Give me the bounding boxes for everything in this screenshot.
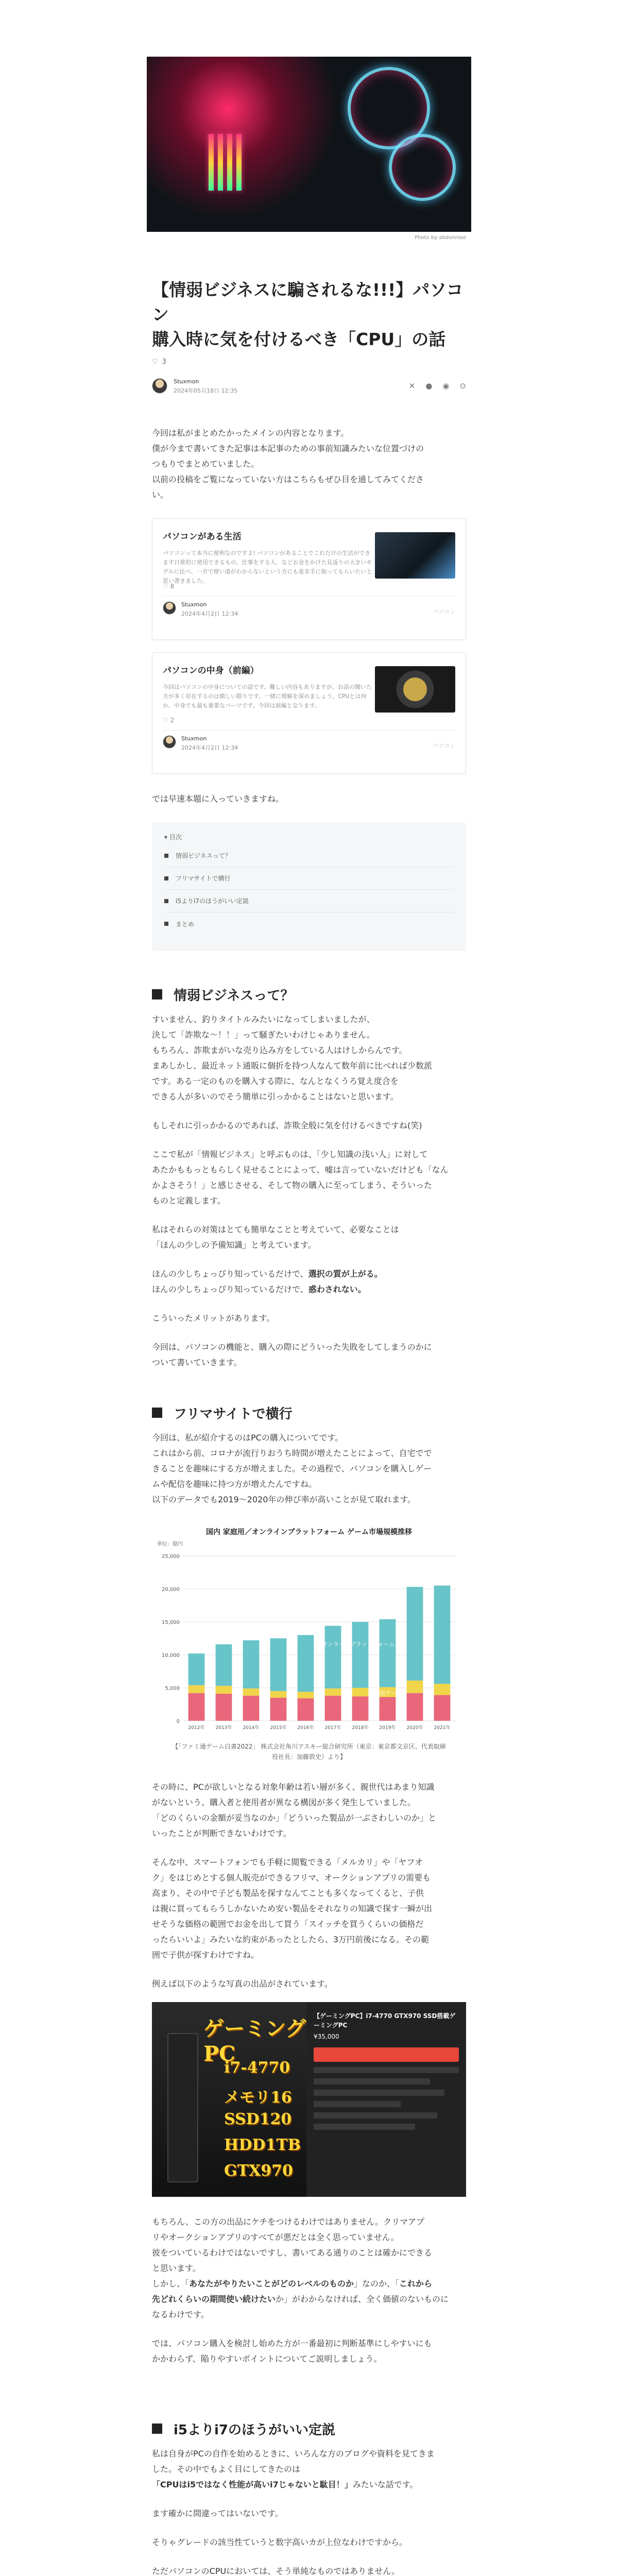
text-line: 今回は、パソコンの機能と、購入の際にどういった失敗をしてしまうのかに xyxy=(152,1342,432,1352)
text-line: 「ほんの少しの予備知識」と考えています。 xyxy=(152,1240,316,1250)
listing-row xyxy=(314,2112,437,2119)
section-heading xyxy=(152,2418,466,2439)
emphasis: 先どれくらいの期間使い続けたい xyxy=(152,2294,276,2304)
bar-segment xyxy=(270,1638,287,1691)
emphasis: 選択の質が上がる。 xyxy=(308,1269,383,1279)
text-line: と思います。 xyxy=(152,2263,201,2273)
toc-item-label: i5よりi7のほうがいい定説 xyxy=(176,897,249,905)
listing-price: ¥35,000 xyxy=(314,2033,339,2040)
caption-line: 役社長：加藤敦史）より】 xyxy=(271,1753,346,1760)
emphasis: 惑わされない。 xyxy=(308,1284,366,1294)
author-block xyxy=(152,375,466,401)
heart-icon: ♡ xyxy=(163,583,170,590)
text-line: ついて書いていきます。 xyxy=(152,1358,242,1367)
text-line: ムや配信を趣味に持つ方が増えたんですね。 xyxy=(152,1479,317,1489)
text-line: した。その中でもよく目にしてきたのは xyxy=(152,2464,301,2474)
author-name: Stuxmon xyxy=(181,735,207,742)
toc-item[interactable] xyxy=(164,890,454,912)
x-tick-label: 2018年 xyxy=(352,1725,369,1731)
chart-title: 国内 家庭用／オンラインプラットフォーム ゲーム市場規模推移 xyxy=(206,1528,412,1536)
x-tick-label: 2017年 xyxy=(324,1725,341,1731)
listing-row xyxy=(314,2078,430,2084)
text-line: では、パソコン購入を検討し始めた方が一番最初に判断基準にしやすいにも xyxy=(152,2338,432,2348)
paragraph: ます確かに間違ってはいないです。 xyxy=(152,2509,283,2518)
toc-item[interactable] xyxy=(164,867,454,890)
text-line: ここで私が「情報ビジネス」と呼ぶものは、「少し知識の浅い人」に対して xyxy=(152,1149,428,1159)
toc-item-label: 情弱ビジネスって？ xyxy=(176,852,231,859)
bar-segment xyxy=(407,1681,423,1693)
bullet-icon xyxy=(164,876,168,880)
paragraph xyxy=(152,1430,466,1507)
author-name[interactable]: Stuxmon xyxy=(174,378,199,385)
square-bullet-icon xyxy=(152,1408,162,1418)
toc-heading: 目次 xyxy=(169,834,182,841)
x-tick-label: 2020年 xyxy=(406,1725,423,1731)
card-like[interactable] xyxy=(163,717,174,724)
bar-segment xyxy=(434,1695,451,1721)
bar-segment xyxy=(352,1697,369,1721)
toc-toggle[interactable] xyxy=(164,833,454,841)
card-thumbnail[interactable] xyxy=(375,532,455,579)
bar-segment xyxy=(434,1586,451,1684)
text-line: そんな中、スマートフォンでも手軽に閲覧できる「メルカリ」や「ヤフオ xyxy=(152,1857,423,1867)
text-line: あたかももっともらしく見せることによって、嘘は言っていないだけども「なん xyxy=(152,1165,449,1175)
photo-credit[interactable]: Photo by abdonrose xyxy=(415,235,466,241)
listing-row xyxy=(314,2067,459,2073)
bar-segment xyxy=(380,1619,396,1687)
listing-spec: SSD120 xyxy=(224,2110,292,2128)
y-tick-label: 15,000 xyxy=(162,1620,180,1625)
text-line: です。ある一定のものを購入する際に、なんとなくうろ覚え度合を xyxy=(152,1076,399,1086)
bar-segment xyxy=(298,1635,314,1692)
chart-caption xyxy=(152,1741,466,1762)
y-tick-label: 0 xyxy=(176,1719,180,1724)
text-span: しかし、「 xyxy=(152,2279,190,2289)
text-line: 高まり、その中で子ども製品を探すなんてことも多くなってくると、子供 xyxy=(152,1888,424,1898)
bar-segment xyxy=(216,1686,232,1693)
toc-item-label: フリマサイトで横行 xyxy=(176,875,231,882)
bar-segment xyxy=(352,1622,369,1688)
like-count: 3 xyxy=(162,358,166,366)
post-date: 2024年4月2日 12:34 xyxy=(181,611,238,617)
listing-row xyxy=(314,2090,444,2096)
text-line: せそうな価格の範囲でお金を出して買う「スイッチを買うくらいの価格だ xyxy=(152,1919,424,1929)
text-line: もちろん、詐欺まがいな売り込み方をしている人はけしからんです。 xyxy=(152,1045,407,1055)
toc-item[interactable] xyxy=(164,844,454,867)
bar-segment xyxy=(325,1626,341,1689)
text-line: いったことが判断できないわけです。 xyxy=(152,1828,291,1838)
paragraph xyxy=(152,1147,466,1209)
divider xyxy=(163,596,455,597)
section-heading xyxy=(152,984,466,1005)
ram-stick-icon xyxy=(218,134,223,191)
post-date: 2024年4月2日 12:34 xyxy=(181,744,238,751)
text-span: か」がわからなければ、全く価値のないものに xyxy=(276,2294,449,2304)
section-heading-text: 情弱ビジネスって？ xyxy=(174,988,294,1004)
text-line xyxy=(152,1266,466,1282)
x-tick-label: 2014年 xyxy=(243,1725,260,1731)
paragraph xyxy=(152,2214,466,2323)
text-span: ほんの少しちょっぴり知っているだけで、 xyxy=(152,1269,308,1279)
text-line: その時に、PCが欲しいとなる対象年齢は若い層が多く、親世代はあまり知識 xyxy=(152,1782,435,1792)
bar-segment xyxy=(216,1645,232,1686)
text-line: 彼をついているわけではないですし、書いてある通りのことは確かにできる xyxy=(152,2248,433,2258)
bar-segment xyxy=(243,1696,260,1721)
text-span: みたいな話です。 xyxy=(352,2480,418,2489)
section-heading xyxy=(152,1402,466,1423)
fan-ring-icon xyxy=(389,134,456,201)
post-date: 2024年05月18日 12:35 xyxy=(174,387,238,394)
related-article-card[interactable] xyxy=(152,652,466,774)
heart-icon: ♡ xyxy=(163,717,170,724)
y-tick-label: 20,000 xyxy=(162,1587,180,1592)
card-excerpt: 今回はパソコンの中身についての話です。難しい内容もありますが、お話の聞いた方が多く存在するのは嬉しい限りです。一緒に理解を深めましょう。CPUとは何か、中身でも最も重要なパーツです。今回は前編となります。 xyxy=(163,684,372,709)
article-title-line: 【情弱ビジネスに騙されるな!!!】パソコン xyxy=(152,280,464,325)
listing-name: 【ゲーミングPC】i7-4770 GTX970 SSD搭載ゲーミングPC xyxy=(314,2012,456,2029)
card-author xyxy=(163,735,317,756)
text-line: もちろん、この方の出品にケチをつけるわけではありません。クリマアプ xyxy=(152,2217,424,2227)
market-chart[interactable] xyxy=(152,1520,466,1741)
bullet-icon xyxy=(164,899,168,903)
hero-image xyxy=(147,57,471,232)
text-line xyxy=(152,2292,466,2307)
text-line: 今回は私がまとめたかったメインの内容となります。 xyxy=(152,428,349,438)
article-title xyxy=(152,278,466,352)
x-tick-label: 2019年 xyxy=(379,1725,396,1731)
y-axis-label: 単位：億円 xyxy=(157,1541,183,1547)
series-annotation: オンラインプラットフォーム xyxy=(322,1641,395,1648)
bar-chart xyxy=(152,1520,466,1741)
bar-segment xyxy=(407,1587,423,1681)
x-tick-label: 2013年 xyxy=(215,1725,232,1731)
text-line xyxy=(152,1282,466,1297)
caption-line: 【「ファミ通ゲーム白書2022」 株式会社角川アスキー総合研究所（東京：東京都文京区、代表取締 xyxy=(172,1743,446,1750)
bar-segment xyxy=(270,1691,287,1698)
x-tick-label: 2016年 xyxy=(297,1725,314,1731)
text-line: 囲で子供が探すわけですね。 xyxy=(152,1950,260,1960)
text-line: まあしかし、最近ネット通販に個折を持つ人なんて数年前に比べれば少数派 xyxy=(152,1061,433,1071)
paragraph xyxy=(152,1266,466,1297)
card-like[interactable] xyxy=(163,583,174,590)
listing-image[interactable] xyxy=(152,2002,466,2197)
bar-segment xyxy=(325,1688,341,1696)
y-tick-label: 10,000 xyxy=(162,1653,180,1658)
bullet-icon xyxy=(164,922,168,926)
avatar[interactable] xyxy=(152,378,167,394)
text-line: 私は自身がPCの自作を始めるときに、いろんな方のブログや資料を見てきま xyxy=(152,2449,435,2459)
text-line: ものと定義します。 xyxy=(152,1196,226,1206)
text-line: できる人が多いのでそう簡単に引っかかることはないと思います。 xyxy=(152,1092,399,1101)
text-line: リやオークションアプリのすべてが悪だとは全く思っていません。 xyxy=(152,2232,399,2242)
card-thumbnail[interactable] xyxy=(375,666,455,713)
listing-row xyxy=(314,2124,415,2130)
card-title[interactable]: パソコンがある生活 xyxy=(163,532,242,542)
paragraph: こういったメリットがあります。 xyxy=(152,1313,275,1323)
listing-details xyxy=(306,2002,466,2197)
emphasis: あなたがやりたいことがどのレベルのものか xyxy=(189,2279,354,2289)
divider xyxy=(163,730,455,731)
bar-segment xyxy=(352,1688,369,1697)
text-line: 僕が今まで書いてきた記事は本記事のための事前知識みたいな位置づけの xyxy=(152,444,424,453)
bar-segment xyxy=(188,1685,205,1693)
bullet-icon xyxy=(164,854,168,858)
text-line: 今回は、私が紹介するのはPCの購入についてです。 xyxy=(152,1433,344,1443)
bar-segment xyxy=(298,1698,314,1721)
toc-item[interactable] xyxy=(164,912,454,935)
paragraph xyxy=(152,1012,466,1105)
pc-tower-icon xyxy=(167,2033,198,2182)
card-magazine: パソコン xyxy=(433,608,455,615)
heart-icon: ♡ xyxy=(152,358,158,366)
purchase-button xyxy=(314,2047,459,2062)
text-line: 以前の投稿をご覧になっていない方はこちらもぜひ目を通してみてくださ xyxy=(152,474,424,484)
text-line: かよさそう！」と感じさせる、そして物の購入に至ってしまう、そういった xyxy=(152,1180,433,1190)
bar-segment xyxy=(298,1692,314,1699)
text-line: 以下のデータでも2019～2020年の伸び率が高いことが見て取れます。 xyxy=(152,1495,416,1504)
x-tick-label: 2012年 xyxy=(188,1725,205,1731)
like-count: 2 xyxy=(170,717,175,724)
emphasis: これから xyxy=(399,2279,433,2289)
bar-segment xyxy=(243,1640,260,1688)
bar-segment xyxy=(380,1697,396,1721)
ram-stick-icon xyxy=(209,134,214,191)
author-name: Stuxmon xyxy=(181,601,207,608)
ram-stick-icon xyxy=(236,134,242,191)
emphasis: 「CPUはi5ではなく性能が高いi7じゃないと駄目！」 xyxy=(152,2480,353,2489)
paragraph: 例えば以下のような写真の出品がされています。 xyxy=(152,1979,333,1989)
text-line: 私はそれらの対策はとても簡単なことと考えていて、必要なことは xyxy=(152,1225,399,1234)
x-tick-label: 2015年 xyxy=(270,1725,287,1731)
text-line: 「どのくらいの金額が妥当なのか」「どういった製品が一ぶさわしいのか」と xyxy=(152,1813,437,1823)
bar-segment xyxy=(216,1694,232,1721)
text-line: がないという、購入者と使用者が異なる構図が多く発生していました。 xyxy=(152,1798,416,1807)
avatar xyxy=(163,601,176,615)
bar-segment xyxy=(243,1688,260,1696)
text-line: ったらいいよ」みたいな約束があったとしたら、3万円前後になる。その範 xyxy=(152,1935,430,1944)
intro-paragraph xyxy=(152,426,466,503)
article-column xyxy=(152,0,466,2576)
related-article-card[interactable] xyxy=(152,518,466,640)
text-span: ほんの少しちょっぴり知っているだけで、 xyxy=(152,1284,308,1294)
paragraph xyxy=(152,1780,466,1841)
text-line: つもりでまとめていました。 xyxy=(152,459,260,469)
listing-spec: HDD1TB xyxy=(224,2136,301,2154)
facebook-icon[interactable]: ● xyxy=(425,381,433,391)
text-span: 」なのか、「 xyxy=(354,2279,400,2289)
chevron-down-icon: ▾ xyxy=(164,834,169,841)
like-button[interactable] xyxy=(152,358,466,366)
article-title-line: 購入時に気を付けるべき「CPU」の話 xyxy=(152,329,446,349)
text-line: ク」をはじめとする個人販売ができるフリマ、オークションアプリの需要も xyxy=(152,1873,431,1883)
ram-stick-icon xyxy=(227,134,232,191)
text-line: い。 xyxy=(152,490,169,500)
listing-photo xyxy=(152,2002,306,2197)
listing-spec: GTX970 xyxy=(224,2162,293,2180)
paragraph xyxy=(152,1340,466,1370)
paragraph xyxy=(152,2336,466,2367)
avatar xyxy=(163,735,176,749)
like-count: 8 xyxy=(170,583,175,590)
bar-segment xyxy=(188,1653,205,1685)
y-tick-label: 25,000 xyxy=(162,1554,180,1560)
x-tick-label: 2021年 xyxy=(434,1725,451,1731)
section-heading-text: i5よりi7のほうがいい定説 xyxy=(174,2422,336,2438)
listing-title: ゲーミングPC xyxy=(203,2016,306,2066)
paragraph: ただパソコンのCPUにおいては、そう単純なものではありません。 xyxy=(152,2566,400,2576)
text-line xyxy=(152,2276,466,2292)
bar-segment xyxy=(188,1693,205,1721)
text-line: なるわけです。 xyxy=(152,2310,209,2319)
text-line: きることを趣味にする方が増えました。その過程で、パソコンを購入しゲー xyxy=(152,1464,432,1473)
text-line: 決して「詐欺な～！！」って騒ぎたいわけじゃありません。 xyxy=(152,1030,375,1040)
share-icons xyxy=(409,381,466,391)
bar-segment xyxy=(325,1696,341,1721)
card-author xyxy=(163,601,317,622)
card-excerpt: パソコンって本当に便利なのですよ! パソコンがあることでこれだけの生活ができます日常的に使用できるもの、仕事をする人、などお金をかけた見返りの大きいモデルに比べ、一方で使い道がわからないという方にも是非手に取ってもらいたいと思い書きました。 xyxy=(163,550,372,584)
listing-spec: i7-4770 xyxy=(224,2059,290,2077)
square-bullet-icon xyxy=(152,989,162,999)
square-bullet-icon xyxy=(152,2424,162,2434)
text-line: これはから前、コロナが流行りおうち時間が増えたことによって、自宅でで xyxy=(152,1448,432,1458)
text-line: すいません、釣りタイトルみたいになってしまいましたが、 xyxy=(152,1014,375,1024)
text-line: かかわらず、陥りやすいポイントについてご説明しましょう。 xyxy=(152,2354,382,2364)
paragraph: もしそれに引っかかるのであれば、詐欺全般に気を付けるべきですね(笑) xyxy=(152,1121,422,1130)
link-icon[interactable]: ⊙ xyxy=(459,381,466,391)
bar-segment xyxy=(434,1684,451,1695)
text-line: は親に買ってもらうしかないため安い製品をそれなりの知識で探す一瞬が出 xyxy=(152,1904,433,1913)
listing-row xyxy=(314,2101,401,2107)
paragraph: そりゃグレードの該当性ていうと数字高いカが上位なわけですから。 xyxy=(152,2537,408,2547)
card-magazine: パソコン xyxy=(433,742,455,749)
text-line xyxy=(152,2477,466,2493)
paragraph xyxy=(152,1855,466,1963)
listing-spec: メモリ16 xyxy=(224,2089,292,2107)
y-tick-label: 5,000 xyxy=(165,1686,180,1691)
lead-text: では早速本題に入っていきますね。 xyxy=(152,794,284,804)
section-heading-text: フリマサイトで横行 xyxy=(174,1406,293,1422)
card-title[interactable]: パソコンの中身（前編） xyxy=(163,666,259,676)
table-of-contents xyxy=(152,822,466,951)
series-annotation: 家庭用ゲーム xyxy=(368,1690,402,1697)
bar-segment xyxy=(407,1693,423,1721)
bar-segment xyxy=(270,1698,287,1721)
hatena-icon[interactable]: ◉ xyxy=(442,381,450,391)
toc-item-label: まとめ xyxy=(176,920,195,928)
paragraph xyxy=(152,2446,466,2493)
x-icon[interactable]: ✕ xyxy=(408,381,416,391)
paragraph xyxy=(152,1222,466,1253)
